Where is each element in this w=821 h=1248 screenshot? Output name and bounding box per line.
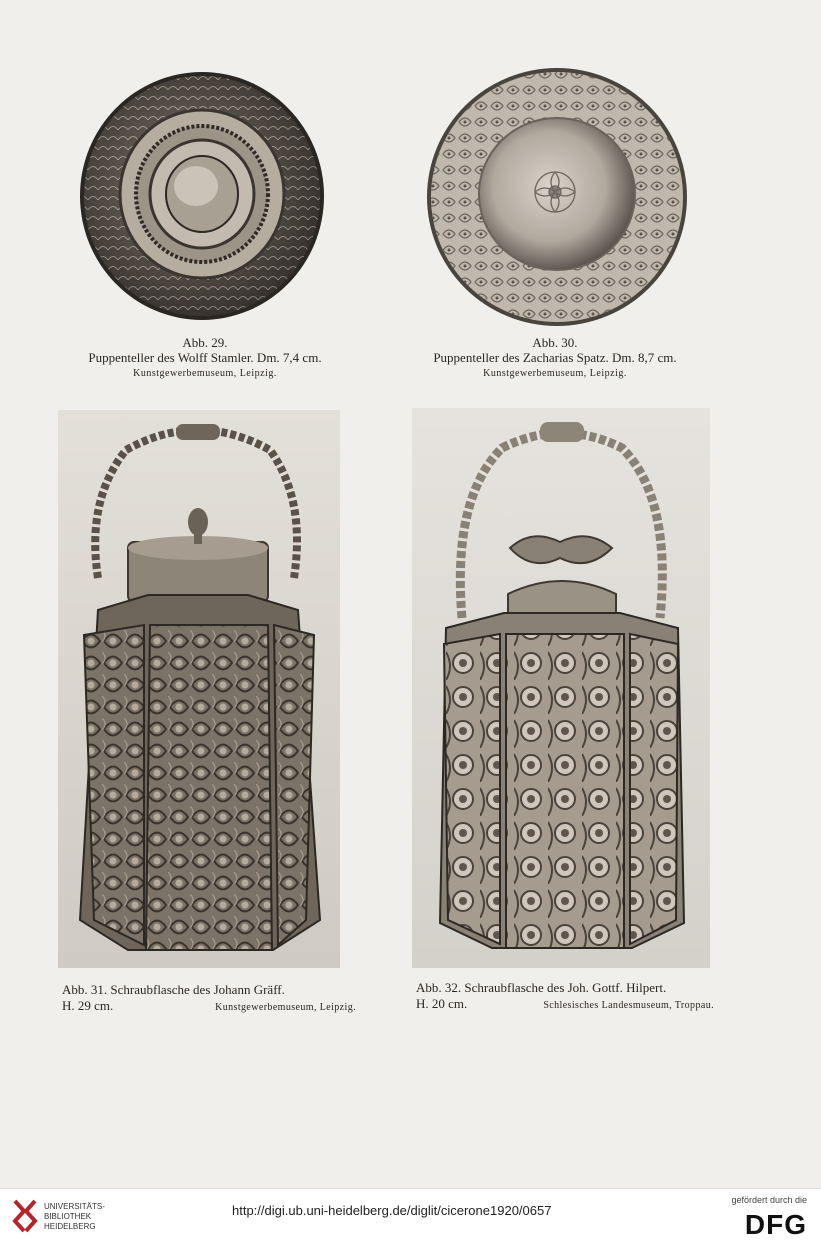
caption-abb-30	[395, 336, 715, 379]
figure-source: Kunstgewerbemuseum, Leipzig.	[215, 1002, 356, 1014]
library-name: UNIVERSITÄTS- BIBLIOTHEK HEIDELBERG	[44, 1202, 105, 1231]
caption-abb-29	[40, 336, 370, 379]
figure-source: Schlesisches Landesmuseum, Troppau.	[543, 1000, 714, 1012]
figure-height: H. 29 cm.	[62, 998, 114, 1014]
funding-note: gefördert durch die	[731, 1195, 807, 1205]
figure-number: Abb. 29.	[182, 335, 228, 350]
flask-photo-31	[58, 410, 340, 968]
figure-source: Kunstgewerbemuseum, Leipzig.	[133, 367, 277, 379]
figure-title: Puppenteller des Wolff Stamler. Dm. 7,4 cm.	[88, 349, 322, 365]
library-logo[interactable]	[12, 1199, 105, 1235]
figure-height: H. 20 cm.	[416, 996, 468, 1012]
flask-photo-32	[412, 408, 710, 968]
figure-number: Abb. 30.	[532, 335, 578, 350]
dfg-logo[interactable]: DFG	[744, 1209, 807, 1240]
caption-abb-32	[416, 980, 714, 1013]
viewer-footer	[0, 1188, 821, 1248]
figure-title: Puppenteller des Zacharias Spatz. Dm. 8,7 cm.	[433, 349, 677, 365]
figure-source: Kunstgewerbemuseum, Leipzig.	[483, 367, 627, 379]
figure-title: Abb. 32. Schraubflasche des Joh. Gottf. Hilpert.	[416, 980, 667, 995]
figure-title: Abb. 31. Schraubflasche des Johann Gräff.	[62, 982, 285, 997]
permalink-url[interactable]: http://digi.ub.uni-heidelberg.de/diglit/cicerone1920/0657	[232, 1203, 552, 1218]
caption-abb-31	[62, 982, 356, 1015]
plate-photo-30	[425, 66, 689, 328]
library-logo-icon	[12, 1199, 38, 1235]
plate-photo-29	[78, 70, 326, 322]
